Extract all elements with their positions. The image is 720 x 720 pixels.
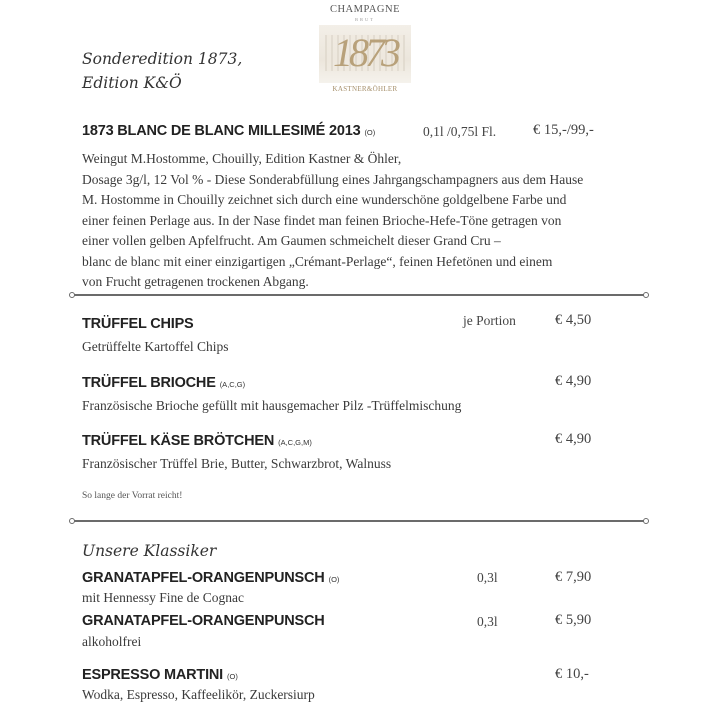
description-line: von Frucht getragenen trockenen Abgang.: [82, 274, 309, 289]
description-line: einer vollen gelben Apfelfrucht. Am Gaumen schmeichelt dieser Grand Cru –: [82, 233, 501, 248]
item-price: € 4,50: [555, 312, 592, 328]
allergen-code: (A,C,G,M): [278, 438, 312, 447]
divider-end-dot-icon: [69, 518, 75, 524]
item-price: € 4,90: [555, 373, 592, 389]
menu-item-espresso-martini: [82, 666, 238, 684]
divider-end-dot-icon: [643, 292, 649, 298]
logo-brut-text: BRUT: [354, 17, 375, 22]
logo-champagne-text: CHAMPAGNE: [329, 4, 401, 15]
item-description: Getrüffelte Kartoffel Chips: [82, 339, 229, 354]
item-description: alkoholfrei: [82, 634, 142, 649]
menu-item-truffle-cheese-roll: [82, 432, 312, 450]
item-price: € 7,90: [555, 569, 592, 585]
logo-year: 1873: [333, 30, 397, 75]
classics-section-title: Unsere Klassiker: [82, 542, 217, 560]
item-name: TRÜFFEL BRIOCHE: [82, 375, 216, 391]
item-volume: 0,3l: [477, 614, 498, 629]
champagne-description: [82, 149, 583, 293]
item-price: € 4,90: [555, 431, 592, 447]
menu-item-punch: [82, 569, 339, 587]
logo-emblem: [319, 25, 411, 83]
edition-title-line2: Edition K&Ö: [82, 74, 182, 92]
description-line: blanc de blanc mit einer einzigartigen „Crémant-Perlage“, feinen Hefetönen und einem: [82, 253, 553, 269]
allergen-code: (A,C,G): [219, 380, 246, 389]
description-line: Dosage 3g/l, 12 Vol % - Diese Sonderabfüllung eines Jahrgangschampagners aus dem Hause: [82, 171, 584, 187]
availability-note: So lange der Vorrat reicht!: [82, 491, 183, 501]
champagne-item-header: [82, 122, 375, 140]
allergen-code: (O): [364, 128, 376, 137]
item-name: TRÜFFEL CHIPS: [82, 316, 194, 332]
allergen-code: (O): [227, 672, 238, 681]
section-divider: [74, 294, 644, 296]
description-line: einer feinen Perlage aus. In der Nase findet man feinen Brioche-Hefe-Töne getragen von: [82, 212, 562, 228]
menu-item-punch-nonalcoholic: [82, 612, 325, 630]
item-name: GRANATAPFEL-ORANGENPUNSCH: [82, 570, 325, 586]
item-description: Wodka, Espresso, Kaffeelikör, Zuckersiurp: [82, 687, 315, 702]
item-description: Französischer Trüffel Brie, Butter, Schwarzbrot, Walnuss: [82, 456, 392, 471]
logo-brand-text: KASTNER&ÖHLER: [332, 85, 398, 93]
menu-item-truffle-brioche: [82, 374, 245, 392]
description-line: M. Hostomme in Chouilly zeichnet sich durch eine wunderschöne goldgelbene Farbe und: [82, 192, 567, 207]
description-line: Weingut M.Hostomme, Chouilly, Edition Kastner & Öhler,: [82, 151, 402, 166]
item-unit: je Portion: [463, 313, 516, 328]
item-name: ESPRESSO MARTINI: [82, 667, 224, 683]
champagne-price: € 15,-/99,-: [533, 122, 594, 138]
item-volume: 0,3l: [477, 570, 498, 585]
item-description: Französische Brioche gefüllt mit hausgemacher Pilz -Trüffelmischung: [82, 398, 462, 413]
section-divider: [74, 520, 644, 522]
item-price: € 10,-: [555, 666, 589, 682]
champagne-logo: [315, 4, 415, 102]
champagne-volume: 0,1l /0,75l Fl.: [423, 124, 497, 139]
item-name: 1873 BLANC DE BLANC MILLESIMÉ 2013: [82, 123, 361, 139]
allergen-code: (O): [328, 575, 340, 584]
divider-end-dot-icon: [69, 292, 75, 298]
item-description: mit Hennessy Fine de Cognac: [82, 590, 244, 605]
item-price: € 5,90: [555, 612, 592, 628]
edition-title-line1: Sonderedition 1873,: [82, 50, 243, 68]
divider-end-dot-icon: [643, 518, 649, 524]
item-name: GRANATAPFEL-ORANGENPUNSCH: [82, 613, 325, 629]
menu-item-truffle-chips: [82, 315, 194, 333]
item-name: TRÜFFEL KÄSE BRÖTCHEN: [82, 433, 275, 449]
